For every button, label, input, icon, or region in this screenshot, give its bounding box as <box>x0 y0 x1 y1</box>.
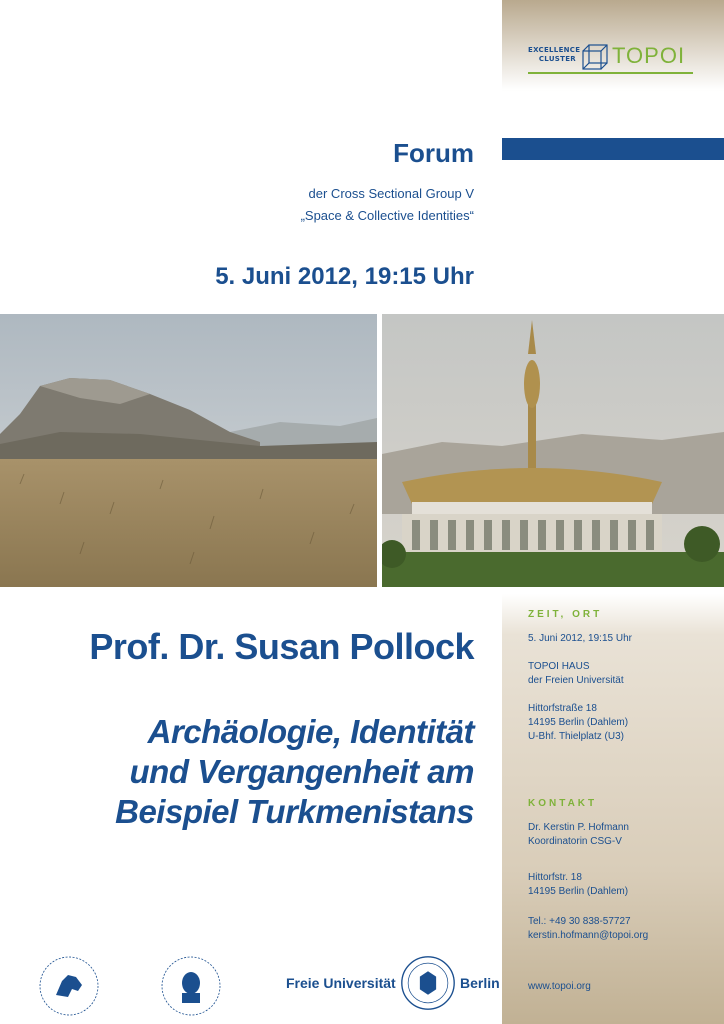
zeit-date: 5. Juni 2012, 19:15 Uhr <box>528 633 632 644</box>
title-line: Archäologie, Identität <box>147 713 474 750</box>
address-line: Hittorfstraße 18 <box>528 703 597 714</box>
event-date: 5. Juni 2012, 19:15 Uhr <box>215 263 474 290</box>
logo-small-text: EXCELLENCE CLUSTER <box>528 46 581 63</box>
fu-wordmark-left: Freie Universität <box>286 975 396 991</box>
address-line: 14195 Berlin (Dahlem) <box>528 717 629 728</box>
title-line: und Vergangenheit am <box>129 753 474 790</box>
venue-line: der Freien Universität <box>528 675 624 686</box>
cube-icon <box>580 42 610 72</box>
mound-photo <box>0 314 377 587</box>
contact-email[interactable]: kerstin.hofmann@topoi.org <box>528 930 649 941</box>
contact-address: Hittorfstr. 18 <box>528 872 582 883</box>
fu-seal-icon <box>400 955 456 1011</box>
contact-name: Dr. Kerstin P. Hofmann <box>528 822 629 833</box>
logo-underline <box>528 72 693 74</box>
topoi-logo <box>528 40 693 76</box>
monument-photo <box>382 314 724 587</box>
topic-subtitle: „Space & Collective Identities“ <box>300 208 474 223</box>
title-line: Beispiel Turkmenistans <box>115 793 474 830</box>
website-link[interactable]: www.topoi.org <box>528 981 591 992</box>
monument-illustration <box>382 314 724 587</box>
venue-line: TOPOI HAUS <box>528 661 590 672</box>
hu-seal-icon <box>160 955 222 1017</box>
mound-illustration <box>0 314 377 587</box>
address-line: U-Bhf. Thielplatz (U3) <box>528 731 624 742</box>
forum-heading: Forum <box>393 138 474 168</box>
lecture-title <box>115 712 474 832</box>
speaker-name: Prof. Dr. Susan Pollock <box>89 626 474 667</box>
zeit-ort-heading: ZEIT, ORT <box>528 609 603 620</box>
fu-wordmark-right: Berlin <box>460 975 500 991</box>
group-subtitle: der Cross Sectional Group V <box>308 186 474 201</box>
zeit-ort-section <box>528 608 632 744</box>
kontakt-section <box>528 797 648 943</box>
logo-wordmark: TOPOI <box>612 43 686 68</box>
dai-seal-icon <box>38 955 100 1017</box>
accent-bar <box>502 138 724 160</box>
contact-address: 14195 Berlin (Dahlem) <box>528 886 629 897</box>
contact-role: Koordinatorin CSG-V <box>528 836 622 847</box>
contact-phone: Tel.: +49 30 838-57727 <box>528 916 631 927</box>
kontakt-heading: KONTAKT <box>528 798 598 809</box>
